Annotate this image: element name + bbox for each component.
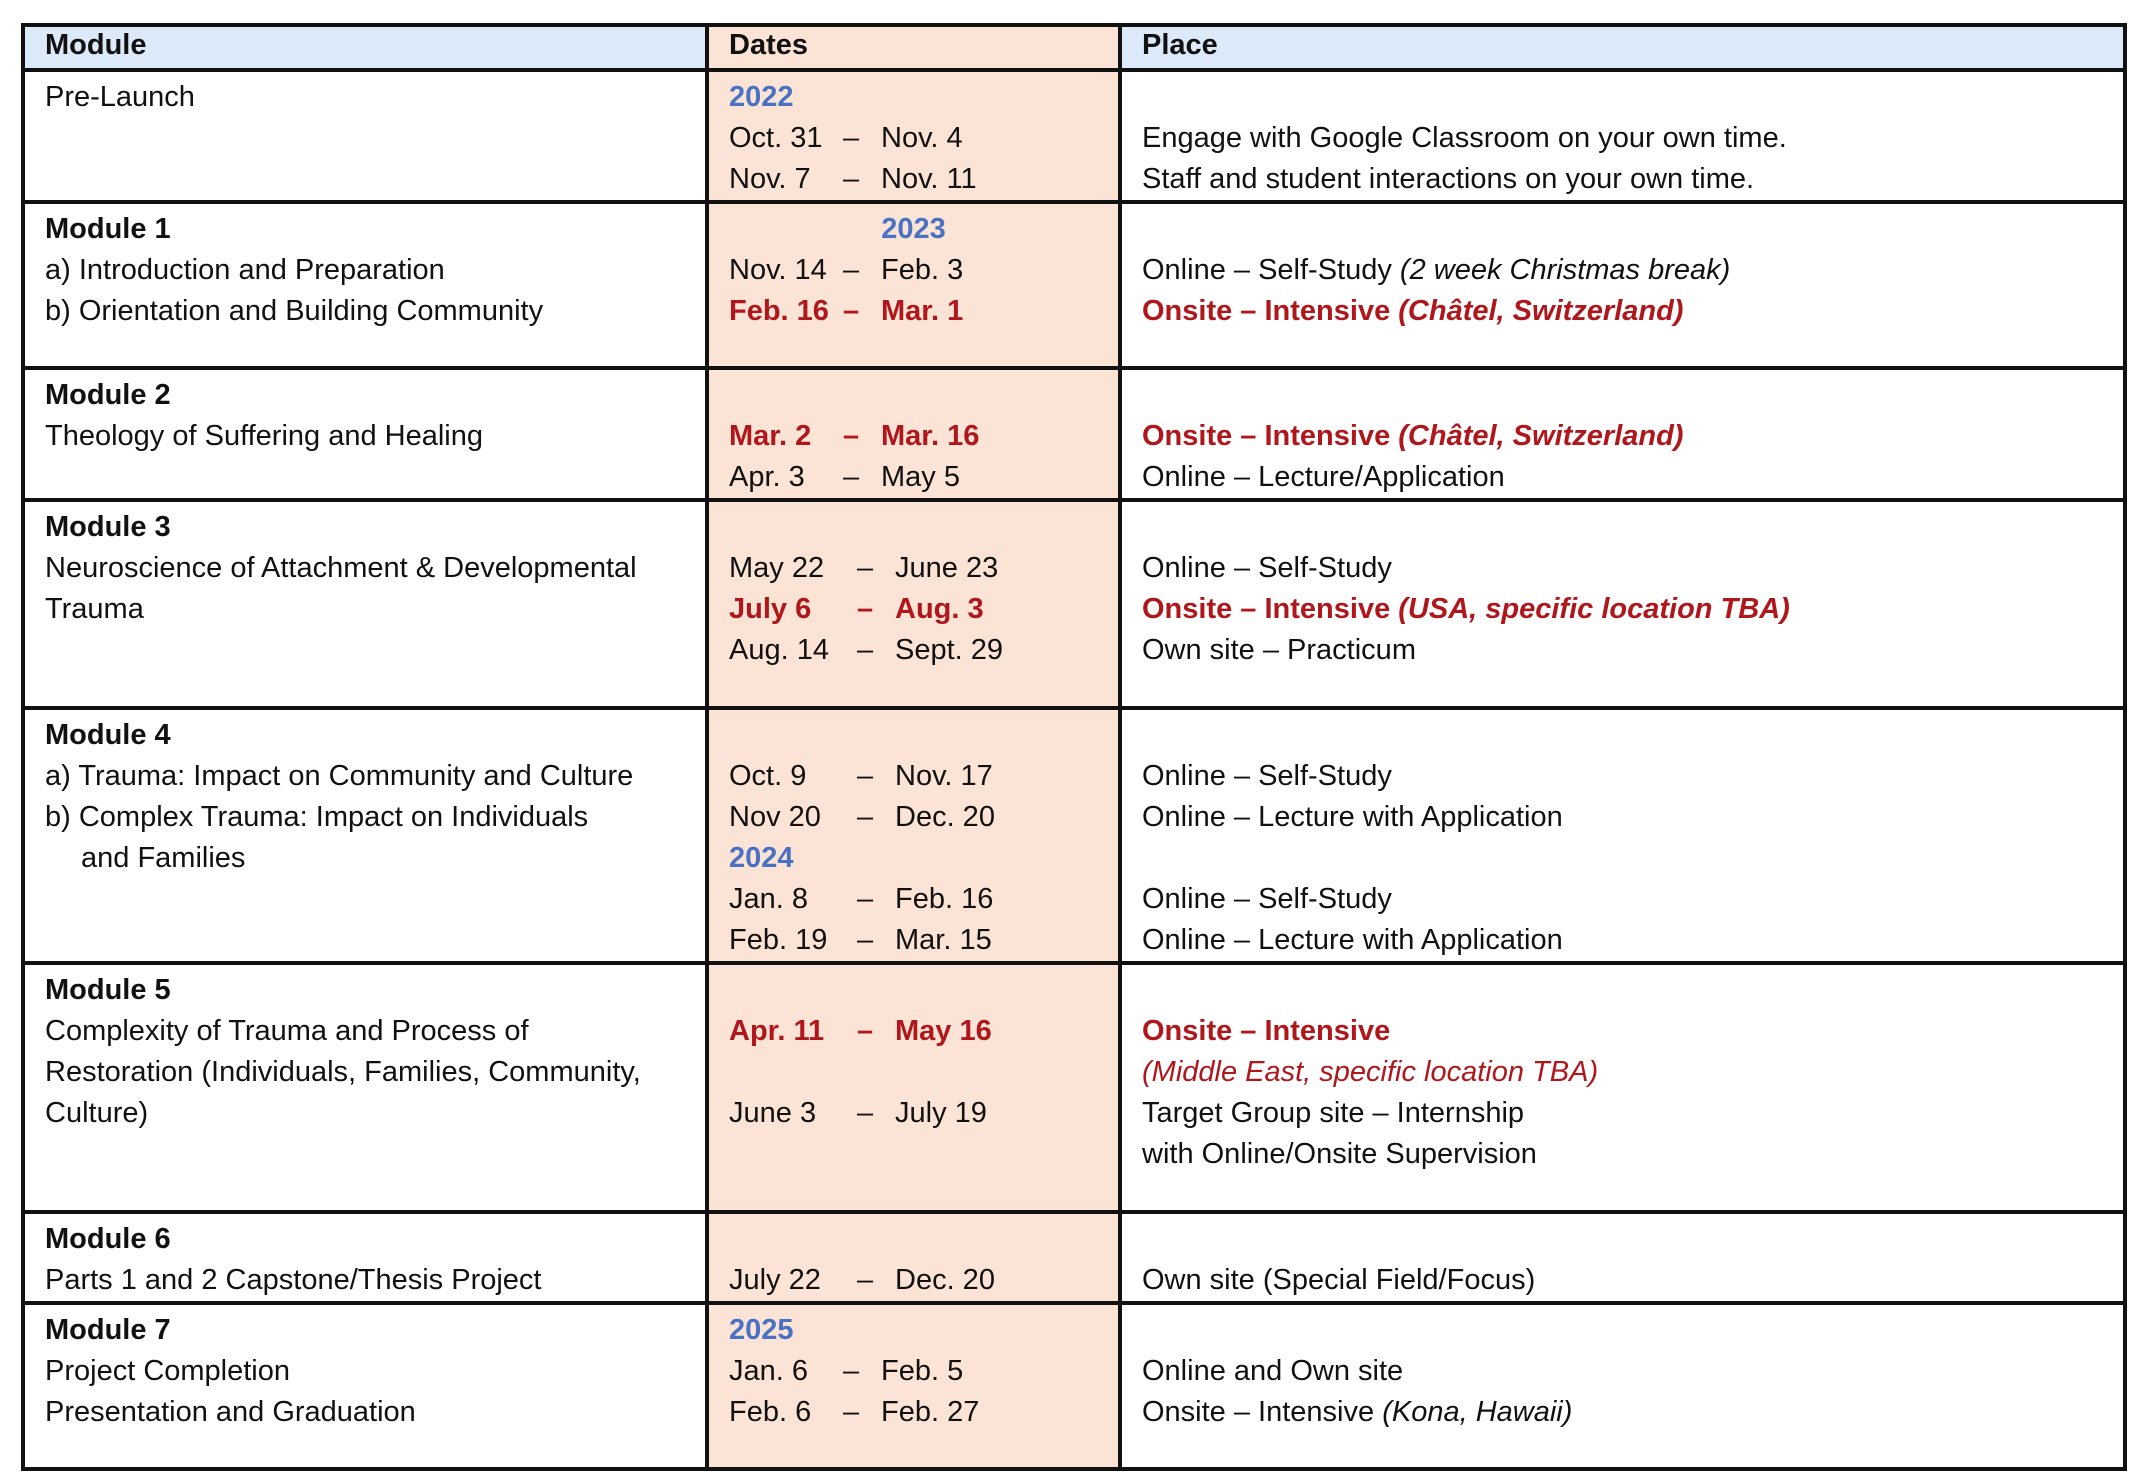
date-range: Jan. 6 – Feb. 5 xyxy=(729,1355,964,1387)
place-cell xyxy=(1120,708,2125,963)
module-title: Module 5 xyxy=(45,974,171,1006)
place-line: Online – Self-Study xyxy=(1142,552,1392,584)
module-cell xyxy=(23,202,707,368)
place-line: Online – Self-Study xyxy=(1142,760,1392,792)
place-line: Online – Lecture with Application xyxy=(1142,801,1563,833)
place-line: Onsite – Intensive (Kona, Hawaii) xyxy=(1142,1396,1573,1428)
date-range: Nov. 14 – Feb. 3 xyxy=(729,254,964,286)
dates-cell xyxy=(707,963,1120,1212)
place-line: Onsite – Intensive (USA, specific location TBA) xyxy=(1142,593,1790,625)
module-title: Module 3 xyxy=(45,511,171,543)
place-line: Staff and student interactions on your own time. xyxy=(1142,163,1755,195)
place-line: with Online/Onsite Supervision xyxy=(1142,1138,1537,1170)
date-range: Nov. 7 – Nov. 11 xyxy=(729,163,977,195)
date-range: Nov 20 – Dec. 20 xyxy=(729,801,995,833)
module-cell xyxy=(23,70,707,202)
date-range: Feb. 16 – Mar. 1 xyxy=(729,295,964,327)
date-range: July 22 – Dec. 20 xyxy=(729,1264,995,1296)
date-range: Feb. 6 – Feb. 27 xyxy=(729,1396,980,1428)
dates-cell xyxy=(707,500,1120,708)
date-range: June 3 – July 19 xyxy=(729,1097,987,1129)
table-row xyxy=(23,202,2125,368)
date-range: July 6 – Aug. 3 xyxy=(729,593,984,625)
dates-cell xyxy=(707,368,1120,500)
place-line: Engage with Google Classroom on your own time. xyxy=(1142,122,1787,154)
module-line: b) Complex Trauma: Impact on Individuals xyxy=(45,801,589,833)
date-range: Feb. 19 – Mar. 15 xyxy=(729,924,992,956)
module-line: Theology of Suffering and Healing xyxy=(45,420,483,452)
table-row xyxy=(23,708,2125,963)
module-line: a) Trauma: Impact on Community and Culture xyxy=(45,760,634,792)
date-range: Jan. 8 – Feb. 16 xyxy=(729,883,994,915)
place-cell xyxy=(1120,1303,2125,1469)
module-cell xyxy=(23,1303,707,1469)
dates-cell xyxy=(707,70,1120,202)
place-cell xyxy=(1120,963,2125,1212)
module-title: Module 7 xyxy=(45,1314,171,1346)
place-line: Onsite – Intensive (Châtel, Switzerland) xyxy=(1142,420,1684,452)
module-line: Project Completion xyxy=(45,1355,290,1387)
module-line: Neuroscience of Attachment & Developmental xyxy=(45,552,637,584)
module-cell xyxy=(23,963,707,1212)
dates-cell xyxy=(707,1303,1120,1469)
place-line: Online – Self-Study (2 week Christmas break) xyxy=(1142,254,1731,286)
place-line: Online – Self-Study xyxy=(1142,883,1392,915)
table-row xyxy=(23,963,2125,1212)
module-line: Presentation and Graduation xyxy=(45,1396,416,1428)
module-cell xyxy=(23,500,707,708)
module-line: a) Introduction and Preparation xyxy=(45,254,445,286)
year-label: 2022 xyxy=(729,81,794,113)
place-line: Onsite – Intensive xyxy=(1142,1015,1391,1047)
schedule-table xyxy=(21,23,2127,1471)
place-cell xyxy=(1120,202,2125,368)
place-cell xyxy=(1120,500,2125,708)
header-row xyxy=(23,25,2125,70)
date-range: Oct. 31 – Nov. 4 xyxy=(729,122,963,154)
place-cell xyxy=(1120,70,2125,202)
table-row xyxy=(23,500,2125,708)
module-line: b) Orientation and Building Community xyxy=(45,295,544,327)
table-row xyxy=(23,70,2125,202)
header-module: Module xyxy=(23,25,707,70)
place-line: Online and Own site xyxy=(1142,1355,1404,1387)
module-line: Restoration (Individuals, Families, Community, xyxy=(45,1056,641,1088)
table-row xyxy=(23,368,2125,500)
module-cell xyxy=(23,708,707,963)
place-line: Target Group site – Internship xyxy=(1142,1097,1525,1129)
date-range: Aug. 14 – Sept. 29 xyxy=(729,634,1004,666)
date-range: Mar. 2 – Mar. 16 xyxy=(729,420,980,452)
year-label: 2025 xyxy=(729,1314,794,1346)
dates-cell xyxy=(707,1212,1120,1303)
place-line: Onsite – Intensive (Châtel, Switzerland) xyxy=(1142,295,1684,327)
table-row xyxy=(23,1303,2125,1469)
module-title: Module 1 xyxy=(45,213,171,245)
year-label: 2024 xyxy=(729,842,794,874)
place-line: Own site – Practicum xyxy=(1142,634,1416,666)
module-line: and Families xyxy=(81,842,246,874)
date-range: Oct. 9 – Nov. 17 xyxy=(729,760,993,792)
place-cell xyxy=(1120,368,2125,500)
place-line: Online – Lecture/Application xyxy=(1142,461,1505,493)
module-line: Complexity of Trauma and Process of xyxy=(45,1015,529,1047)
place-line: Own site (Special Field/Focus) xyxy=(1142,1264,1536,1296)
table-row xyxy=(23,1212,2125,1303)
module-line: Culture) xyxy=(45,1097,149,1129)
date-range: Apr. 11 – May 16 xyxy=(729,1015,992,1047)
date-range: May 22 – June 23 xyxy=(729,552,999,584)
place-cell xyxy=(1120,1212,2125,1303)
dates-cell xyxy=(707,202,1120,368)
module-line: Parts 1 and 2 Capstone/Thesis Project xyxy=(45,1264,542,1296)
header-place: Place xyxy=(1120,25,2125,70)
module-line: Trauma xyxy=(45,593,144,625)
module-title: Module 4 xyxy=(45,719,171,751)
module-title: Pre-Launch xyxy=(45,81,195,113)
module-title: Module 2 xyxy=(45,379,171,411)
header-dates: Dates xyxy=(707,25,1120,70)
module-title: Module 6 xyxy=(45,1223,171,1255)
place-line: (Middle East, specific location TBA) xyxy=(1142,1056,1599,1088)
date-range: Apr. 3 – May 5 xyxy=(729,461,960,493)
dates-cell xyxy=(707,708,1120,963)
module-cell xyxy=(23,368,707,500)
place-line: Online – Lecture with Application xyxy=(1142,924,1563,956)
module-cell xyxy=(23,1212,707,1303)
year-label: 2023 xyxy=(881,213,946,245)
